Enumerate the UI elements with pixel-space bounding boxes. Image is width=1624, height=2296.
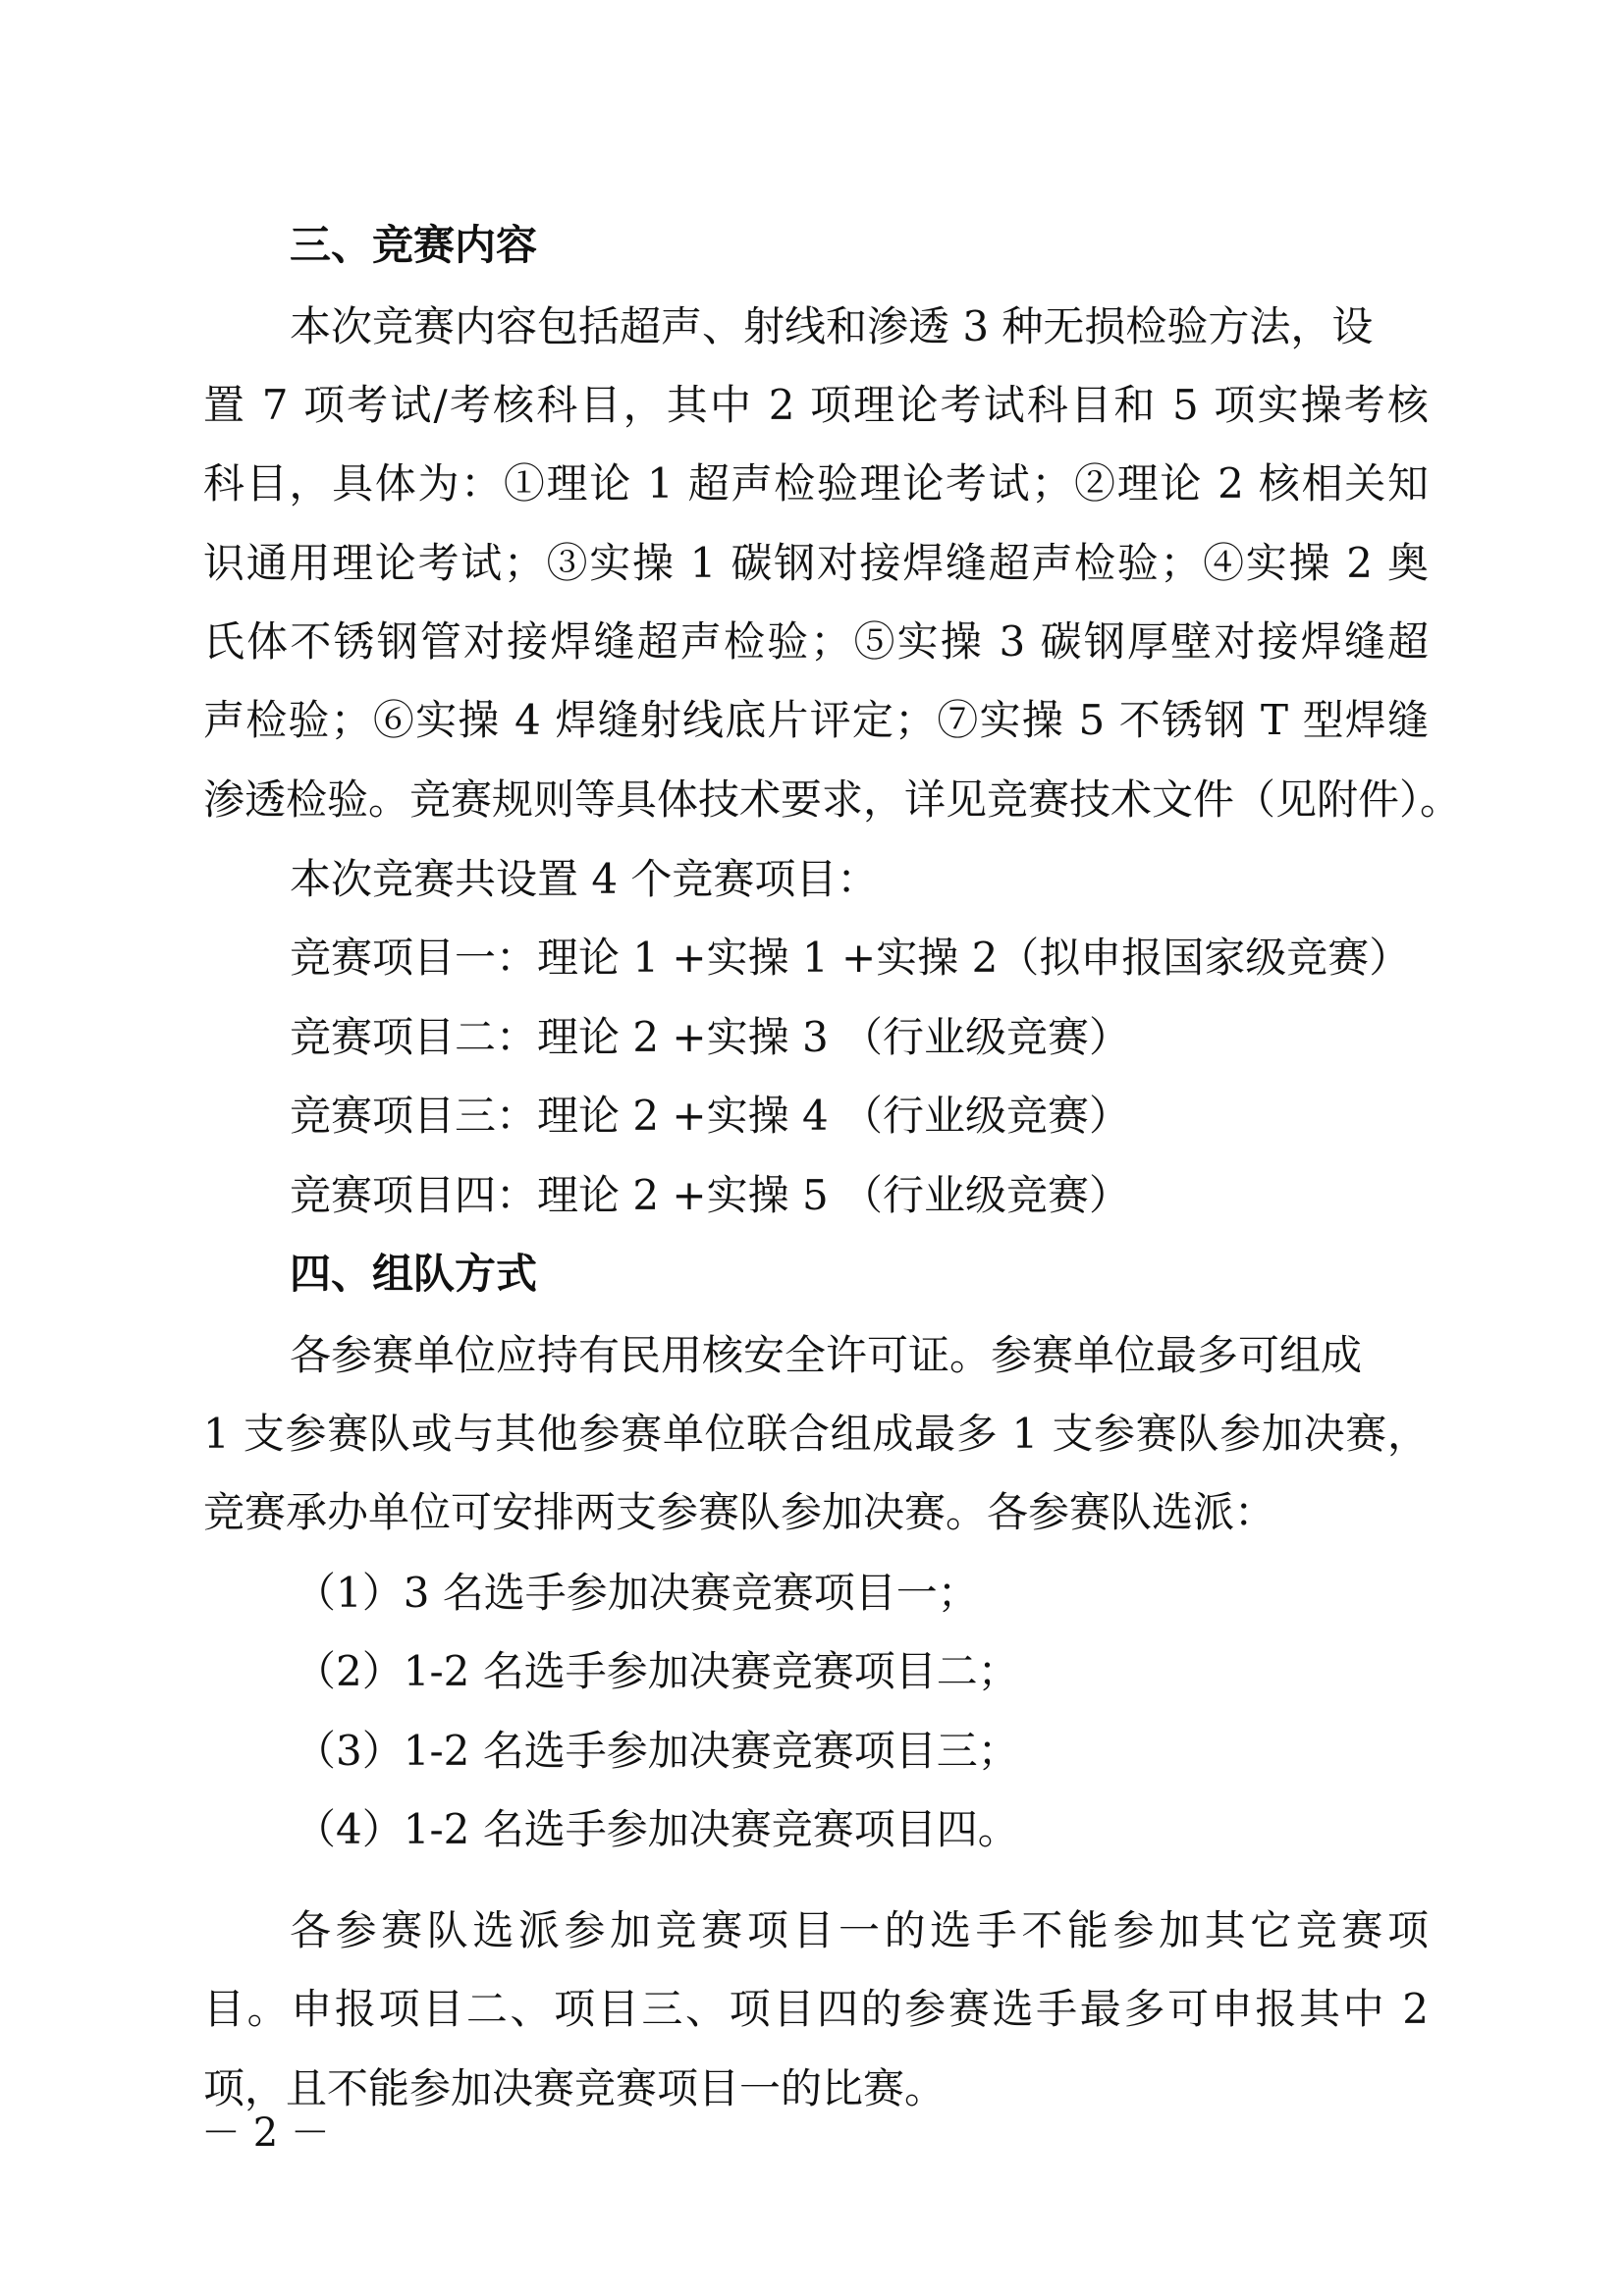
paragraph-line: 科目，具体为：①理论 1 超声检验理论考试；②理论 2 核相关知 <box>203 459 1429 507</box>
paragraph-line: 渗透检验。竞赛规则等具体技术要求，详见竞赛技术文件（见附件）。 <box>203 775 1462 824</box>
paragraph-line: 声检验；⑥实操 4 焊缝射线底片评定；⑦实操 5 不锈钢 T 型焊缝 <box>203 696 1429 744</box>
section-heading-3: 三、竞赛内容 <box>290 221 538 269</box>
paragraph-line: 竞赛承办单位可安排两支参赛队参加决赛。各参赛队选派： <box>203 1488 1276 1536</box>
list-item: （1）3 名选手参加决赛竞赛项目一； <box>295 1569 979 1617</box>
paragraph-line: 本次竞赛共设置 4 个竞赛项目： <box>290 855 879 903</box>
paragraph-line: 氏体不锈钢管对接焊缝超声检验；⑤实操 3 碳钢厚壁对接焊缝超 <box>203 617 1429 666</box>
competition-item: 竞赛项目一：理论 1 +实操 1 +实操 2（拟申报国家级竞赛） <box>290 934 1411 982</box>
paragraph-line: 本次竞赛内容包括超声、射线和渗透 3 种无损检验方法，设 <box>290 302 1374 350</box>
paragraph-line: 识通用理论考试；③实操 1 碳钢对接焊缝超声检验；④实操 2 奥 <box>203 539 1429 587</box>
competition-item: 竞赛项目三：理论 2 +实操 4 （行业级竞赛） <box>290 1092 1131 1140</box>
paragraph-line: 1 支参赛队或与其他参赛单位联合组成最多 1 支参赛队参加决赛， <box>203 1410 1429 1458</box>
paragraph-line: 各参赛单位应持有民用核安全许可证。参赛单位最多可组成 <box>290 1331 1363 1379</box>
paragraph-line: 项，且不能参加决赛竞赛项目一的比赛。 <box>203 2064 947 2112</box>
competition-item: 竞赛项目四：理论 2 +实操 5 （行业级竞赛） <box>290 1171 1131 1219</box>
list-item: （4）1-2 名选手参加决赛竞赛项目四。 <box>295 1805 1019 1853</box>
competition-item: 竞赛项目二：理论 2 +实操 3 （行业级竞赛） <box>290 1013 1131 1061</box>
page-number: － 2 － <box>201 2110 330 2156</box>
paragraph-line: 置 7 项考试/考核科目，其中 2 项理论考试科目和 5 项实操考核 <box>203 381 1429 429</box>
paragraph-line: 目。申报项目二、项目三、项目四的参赛选手最多可申报其中 2 <box>203 1985 1429 2033</box>
paragraph-line: 各参赛队选派参加竞赛项目一的选手不能参加其它竞赛项 <box>290 1906 1429 1954</box>
section-heading-4: 四、组队方式 <box>290 1250 538 1298</box>
list-item: （2）1-2 名选手参加决赛竞赛项目二； <box>295 1647 1019 1695</box>
list-item: （3）1-2 名选手参加决赛竞赛项目三； <box>295 1727 1019 1775</box>
